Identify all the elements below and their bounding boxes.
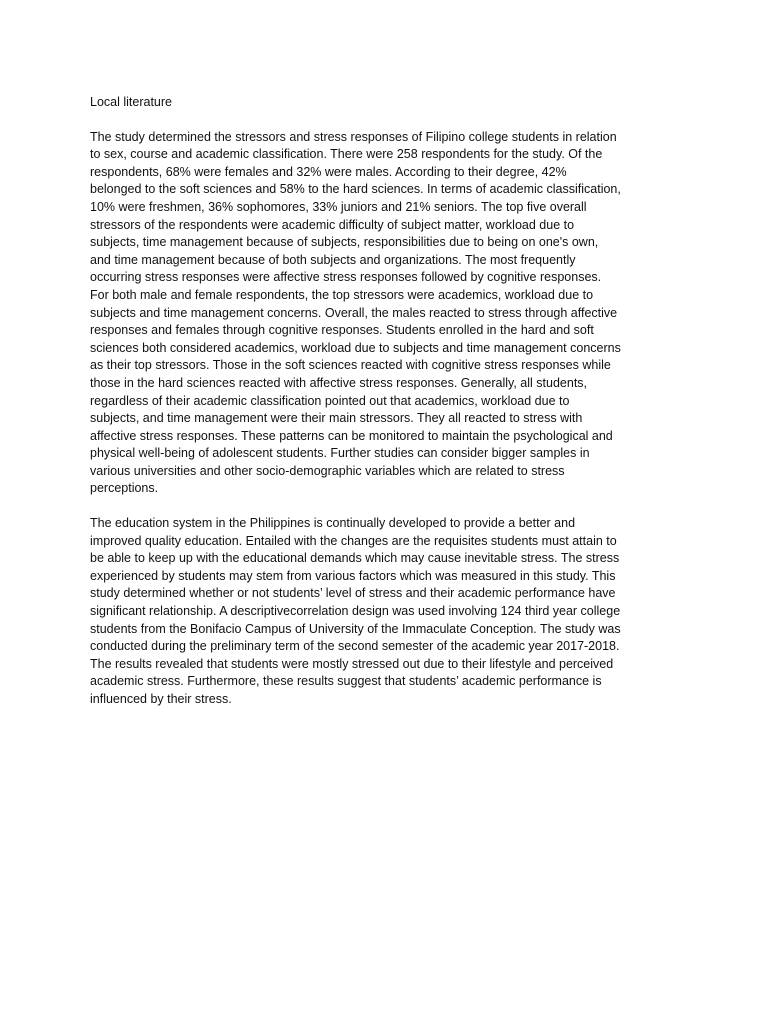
- paragraph-line: responses and females through cognitive responses. Students enrolled in the hard and soft: [90, 323, 594, 338]
- paragraph-line: conducted during the preliminary term of the second semester of the academic year 2017-2018.: [90, 639, 620, 654]
- paragraph-line: 10% were freshmen, 36% sophomores, 33% juniors and 21% seniors. The top five overall: [90, 199, 587, 214]
- paragraph-line: subjects, time management because of subjects, responsibilities due to being on one's own,: [90, 235, 599, 250]
- paragraph-line: and time management because of both subjects and organizations. The most frequently: [90, 252, 576, 267]
- paragraph-line: to sex, course and academic classification. There were 258 respondents for the study. Of the: [90, 147, 603, 162]
- paragraph-line: For both male and female respondents, the top stressors were academics, workload due to: [90, 287, 594, 302]
- paragraph-line: influenced by their stress.: [90, 692, 232, 706]
- document-body: [90, 129, 650, 709]
- paragraph-line: significant relationship. A descriptivecorrelation design was used involving 124 third year college: [90, 604, 621, 619]
- document-page: [90, 94, 650, 726]
- paragraph-line: perceptions.: [90, 481, 159, 496]
- paragraph-line: improved quality education. Entailed with the changes are the requisites students must attain to: [90, 533, 617, 548]
- paragraph-line: belonged to the soft sciences and 58% to the hard sciences. In terms of academic classification,: [90, 182, 621, 197]
- paragraph-line: The study determined the stressors and stress responses of Filipino college students in relation: [90, 129, 617, 144]
- paragraph-line: students from the Bonifacio Campus of University of the Immaculate Conception. The study was: [90, 621, 621, 636]
- paragraph-line: as their top stressors. Those in the soft sciences reacted with cognitive stress responses while: [90, 358, 611, 373]
- paragraph-line: The education system in the Philippines is continually developed to provide a better and: [90, 516, 576, 531]
- paragraph-line: study determined whether or not students’ level of stress and their academic performance have: [90, 586, 616, 601]
- paragraph-line: academic stress. Furthermore, these results suggest that students’ academic performance is: [90, 674, 602, 689]
- paragraph-line: subjects and time management concerns. Overall, the males reacted to stress through affective: [90, 305, 618, 320]
- paragraph-line: occurring stress responses were affective stress responses followed by cognitive responses.: [90, 270, 602, 285]
- paragraph-line: respondents, 68% were females and 32% were males. According to their degree, 42%: [90, 164, 567, 179]
- paragraph-line: be able to keep up with the educational demands which may cause inevitable stress. The stress: [90, 551, 620, 566]
- paragraph-line: sciences both considered academics, workload due to subjects and time management concerns: [90, 340, 621, 355]
- paragraph-line: experienced by students may stem from various factors which was measured in this study. This: [90, 568, 616, 583]
- paragraph-line: The results revealed that students were mostly stressed out due to their lifestyle and perceived: [90, 656, 614, 671]
- paragraph-line: stressors of the respondents were academic difficulty of subject matter, workload due to: [90, 217, 575, 232]
- paragraph-line: affective stress responses. These patterns can be monitored to maintain the psychological and: [90, 428, 613, 443]
- paragraph-line: physical well-being of adolescent students. Further studies can consider bigger samples in: [90, 446, 590, 461]
- body-paragraph: [90, 129, 650, 498]
- body-paragraph: [90, 515, 650, 709]
- paragraph-line: regardless of their academic classification pointed out that academics, workload due to: [90, 393, 570, 408]
- paragraph-line: those in the hard sciences reacted with affective stress responses. Generally, all students,: [90, 375, 588, 390]
- section-heading: Local literature: [90, 95, 172, 109]
- paragraph-line: subjects, and time management were their main stressors. They all reacted to stress with: [90, 411, 583, 426]
- paragraph-line: various universities and other socio-demographic variables which are related to stress: [90, 463, 565, 478]
